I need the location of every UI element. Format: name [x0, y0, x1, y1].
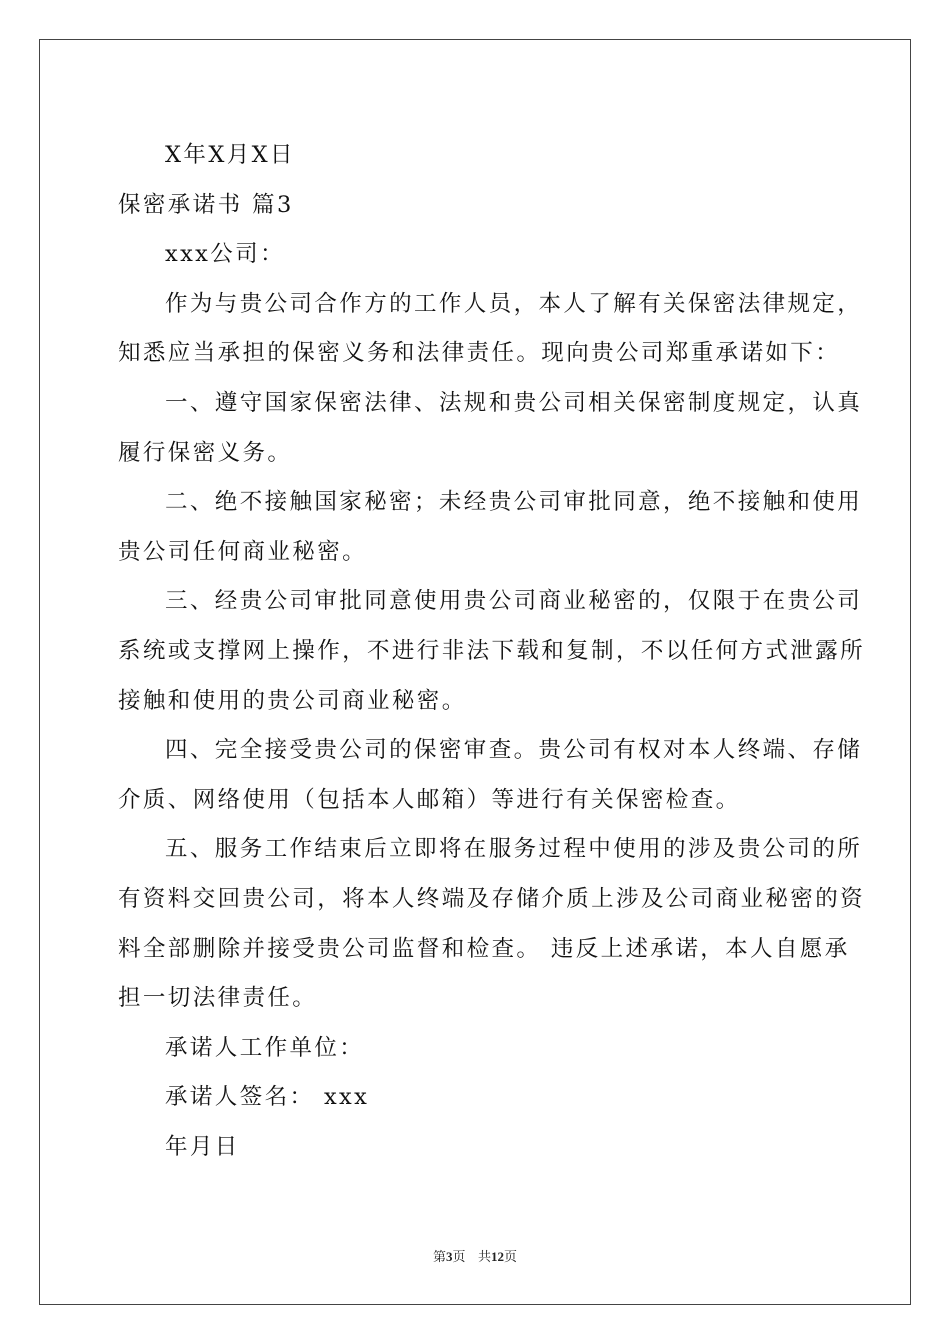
text-line: 有资料交回贵公司，将本人终端及存储介质上涉及公司商业秘密的资: [118, 885, 866, 912]
text-line: 作为与贵公司合作方的工作人员，本人了解有关保密法律规定，: [165, 290, 863, 317]
text-line: 年月日: [165, 1133, 240, 1160]
page-prefix: 第: [433, 1250, 447, 1265]
text-line: X年X月X日: [165, 142, 295, 168]
page-current: 3: [446, 1249, 453, 1264]
text-line: 二、绝不接触国家秘密；未经贵公司审批同意，绝不接触和使用: [165, 489, 863, 516]
text-line: 承诺人签名： xxx: [165, 1084, 370, 1111]
text-line: 知悉应当承担的保密义务和法律责任。现向贵公司郑重承诺如下：: [118, 340, 841, 367]
total-suffix: 页: [503, 1250, 517, 1265]
text-line: xxx公司：: [165, 241, 285, 268]
text-line: 五、服务工作结束后立即将在服务过程中使用的涉及贵公司的所: [165, 836, 863, 863]
text-line: 介质、网络使用（包括本人邮箱）等进行有关保密检查。: [118, 786, 741, 813]
text-line: 接触和使用的贵公司商业秘密。: [118, 687, 467, 714]
page-footer: [0, 1246, 950, 1265]
page-suffix: 页: [452, 1250, 466, 1265]
text-line: 承诺人工作单位：: [165, 1034, 365, 1061]
text-line: 四、完全接受贵公司的保密审查。贵公司有权对本人终端、存储: [165, 737, 863, 764]
text-line: 系统或支撑网上操作，不进行非法下载和复制，不以任何方式泄露所: [118, 637, 866, 664]
text-line: 三、经贵公司审批同意使用贵公司商业秘密的，仅限于在贵公司: [165, 588, 863, 615]
total-prefix: 共: [477, 1250, 491, 1265]
document-body: [118, 131, 866, 1172]
page-total: 12: [490, 1249, 504, 1264]
text-line: 料全部删除并接受贵公司监督和检查。 违反上述承诺，本人自愿承: [118, 935, 850, 962]
text-line: 担一切法律责任。: [118, 985, 318, 1012]
text-line: 保密承诺书 篇3: [118, 191, 294, 218]
text-line: 一、遵守国家保密法律、法规和贵公司相关保密制度规定，认真: [165, 389, 863, 416]
text-line: 履行保密义务。: [118, 439, 293, 466]
text-line: 贵公司任何商业秘密。: [118, 538, 368, 565]
